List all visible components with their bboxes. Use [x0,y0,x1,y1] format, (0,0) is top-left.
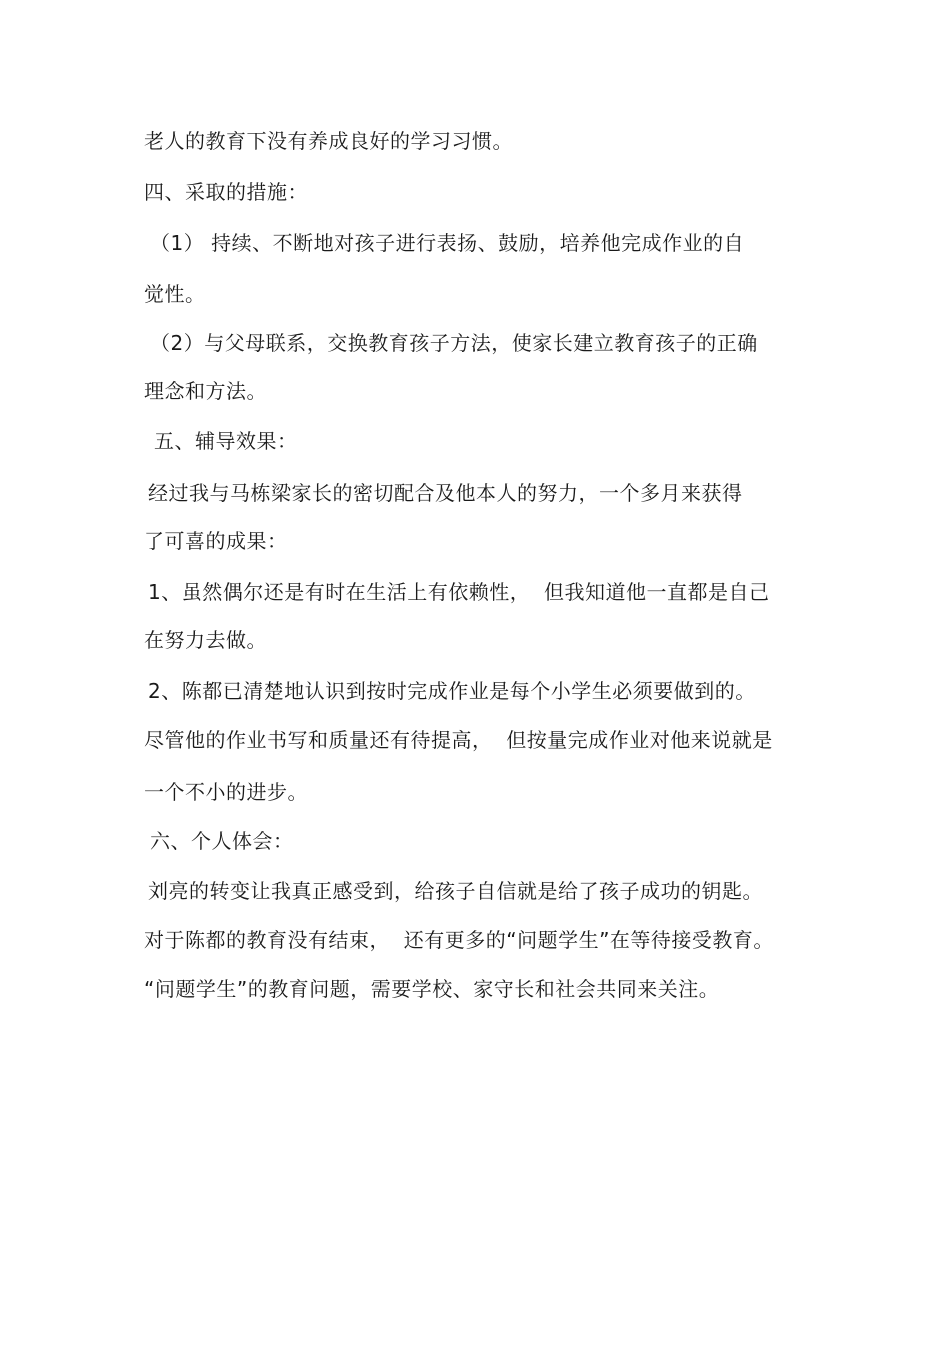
effects-intro-cont: 了可喜的成果： [144,529,288,553]
measure-item-2: （2）与父母联系，交换教育孩子方法，使家长建立教育孩子的正确 [150,331,758,355]
effect-item-2-cont: 尽管他的作业书写和质量还有待提高， 但按量完成作业对他来说就是 [144,728,773,752]
effects-intro: 经过我与马栋梁家长的密切配合及他本人的努力，一个多月来获得 [148,481,743,505]
measure-item-1-cont: 觉性。 [144,282,206,306]
section-heading-effects: 五、辅导效果： [154,429,298,453]
section-heading-measures: 四、采取的措施： [144,180,308,204]
measure-item-1: （1） 持续、不断地对孩子进行表扬、鼓励，培养他完成作业的自 [150,231,745,255]
section-heading-reflection: 六、个人体会： [150,829,294,853]
effect-item-1: 1、虽然偶尔还是有时在生活上有依赖性， 但我知道他一直都是自己 [148,580,770,604]
measure-item-2-cont: 理念和方法。 [144,379,267,403]
effect-item-1-cont: 在努力去做。 [144,628,267,652]
reflection-line-1: 刘亮的转变让我真正感受到，给孩子自信就是给了孩子成功的钥匙。 [148,879,763,903]
effect-item-2: 2、陈都已清楚地认识到按时完成作业是每个小学生必须要做到的。 [148,679,756,703]
reflection-line-2: 对于陈都的教育没有结束， 还有更多的“问题学生”在等待接受教育。 [144,928,774,952]
reflection-line-3: “问题学生”的教育问题，需要学校、家守长和社会共同来关注。 [144,977,720,1001]
paragraph-line-1: 老人的教育下没有养成良好的学习习惯。 [144,129,513,153]
effect-item-2-cont-2: 一个不小的进步。 [144,780,308,804]
